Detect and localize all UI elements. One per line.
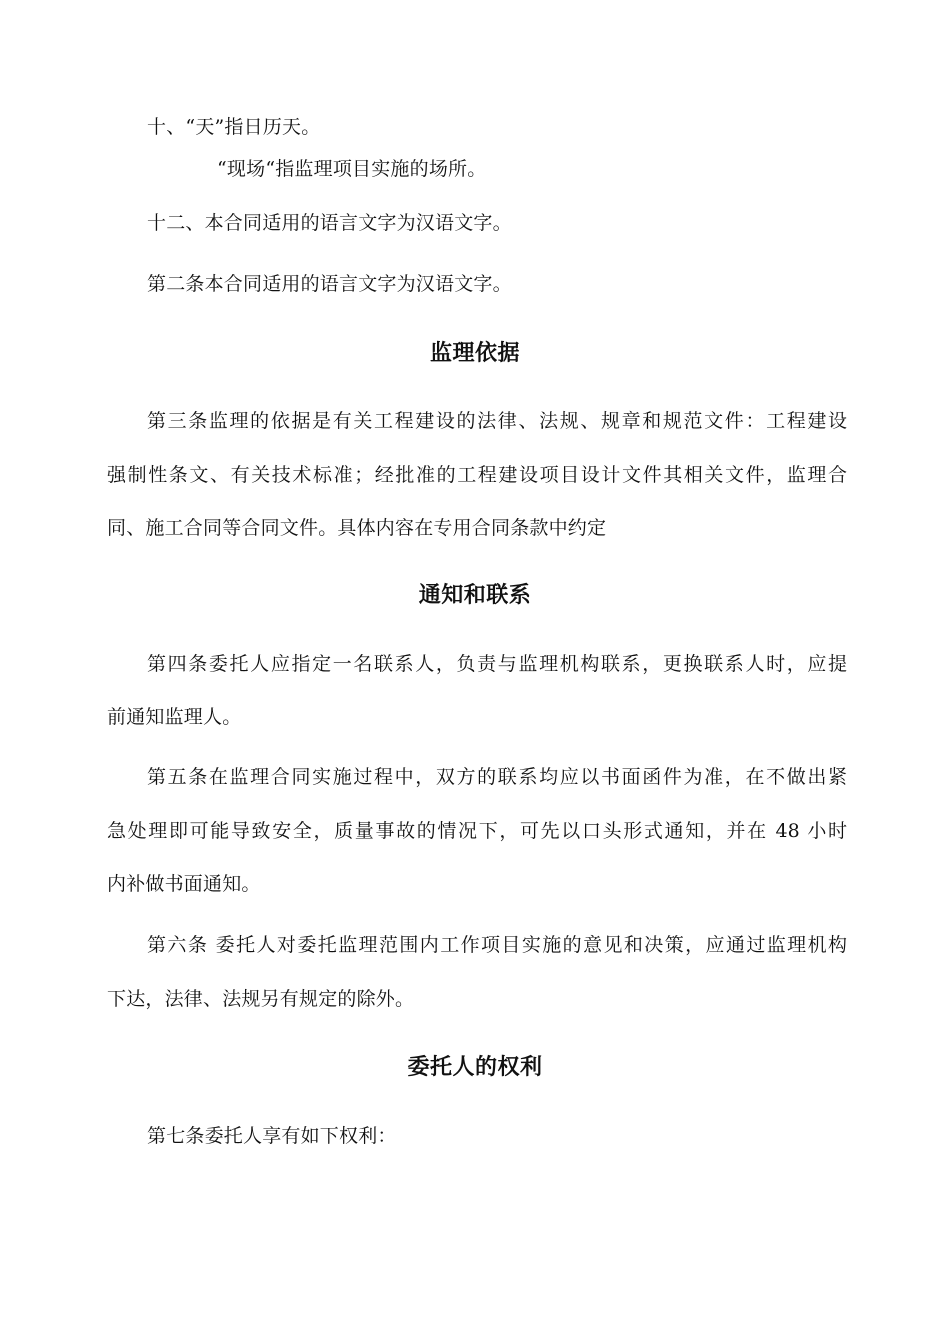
- article-5-line-1: 第五条在监理合同实施过程中，双方的联系均应以书面函件为准，在不做出紧: [147, 766, 847, 788]
- article-4-line-1: 第四条委托人应指定一名联系人，负责与监理机构联系，更换联系人时，应提: [147, 653, 847, 675]
- section-heading-rights: 委托人的权利: [407, 1055, 543, 1080]
- section-heading-basis: 监理依据: [429, 341, 520, 366]
- clause-10: 十、“天”指日历天。: [147, 116, 321, 138]
- article-3-line-1: 第三条监理的依据是有关工程建设的法律、法规、规章和规范文件：工程建设: [147, 410, 847, 432]
- article-2: 第二条本合同适用的语言文字为汉语文字。: [147, 273, 512, 295]
- article-5-line-3: 内补做书面通知。: [107, 873, 261, 895]
- clause-12: 十二、本合同适用的语言文字为汉语文字。: [147, 212, 512, 234]
- article-5-line-2: 急处理即可能导致安全，质量事故的情况下，可先以口头形式通知，并在 48 小时: [107, 820, 847, 842]
- article-6-line-2: 下达，法律、法规另有规定的除外。: [107, 988, 415, 1010]
- article-3-line-2: 强制性条文、有关技术标准；经批准的工程建设项目设计文件其相关文件，监理合: [107, 464, 847, 486]
- clause-11: “现场“指监理项目实施的场所。: [217, 158, 487, 180]
- article-7: 第七条委托人享有如下权利：: [147, 1125, 397, 1147]
- article-4-line-2: 前通知监理人。: [107, 706, 242, 728]
- article-6-line-1: 第六条 委托人对委托监理范围内工作项目实施的意见和决策，应通过监理机构: [147, 934, 847, 956]
- section-heading-notice: 通知和联系: [418, 583, 532, 608]
- article-3-line-3: 同、施工合同等合同文件。具体内容在专用合同条款中约定: [107, 517, 607, 539]
